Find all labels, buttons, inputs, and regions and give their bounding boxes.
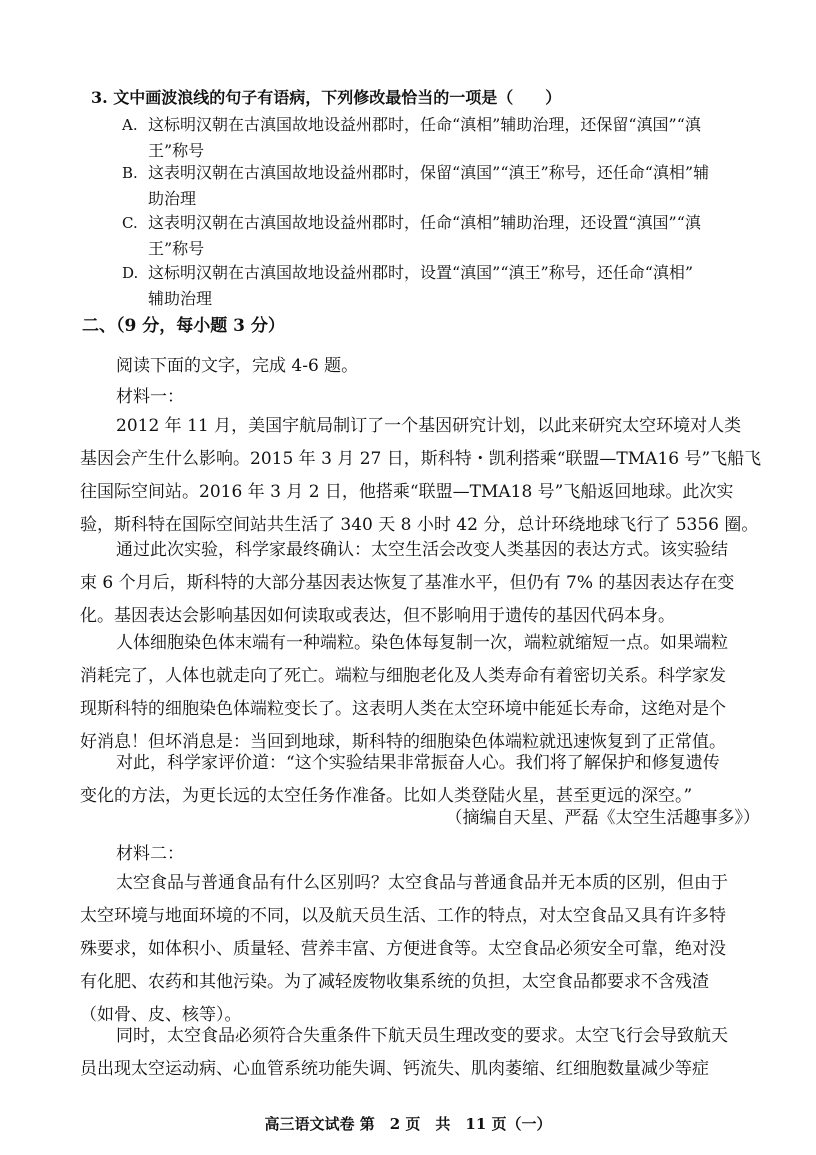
option-text-line: 助治理: [148, 189, 197, 208]
option-text-line: 这标明汉朝在古滇国故地设益州郡时，任命“滇相”辅助治理，还保留“滇国”“滇: [148, 115, 701, 134]
text-line: 通过此次实验，科学家最终确认：太空生活会改变人类基因的表达方式。该实验结: [116, 540, 728, 560]
source-citation: （摘编自天星、严磊《太空生活趣事多》）: [445, 808, 760, 828]
text-line: 员出现太空运动病、心血管系统功能失调、钙流失、肌肉萎缩、红细胞数量减少等症: [80, 1059, 709, 1079]
option-text-line: 这表明汉朝在古滇国故地设益州郡时，任命“滇相”辅助治理，还设置“滇国”“滇: [148, 213, 701, 232]
paragraph-5: [80, 867, 750, 1032]
text-line: 束 6 个月后，斯科特的大部分基因表达恢复了基准水平，但仍有 7% 的基因表达存在变: [80, 573, 735, 593]
text-line: 基因会产生什么影响。2015 年 3 月 27 日，斯科特・凯利搭乘“联盟—TMA16 号”飞船飞: [80, 449, 762, 469]
paragraph-1: [80, 410, 762, 542]
instruction-line: 阅读下面的文字，完成 4-6 题。: [116, 356, 359, 376]
question-3-stem: 3. 文中画波浪线的句子有语病，下列修改最恰当的一项是（ ）: [91, 88, 562, 107]
option-text-line: 这表明汉朝在古滇国故地设益州郡时，保留“滇国”“滇王”称号，还任命“滇相”辅: [148, 163, 710, 182]
text-line: 人体细胞染色体末端有一种端粒。染色体每复制一次，端粒就缩短一点。如果端粒: [116, 633, 728, 653]
text-line: 往国际空间站。2016 年 3 月 2 日，他搭乘“联盟—TMA18 号”飞船返回地球。此次实: [80, 482, 734, 502]
paragraph-6: [80, 1020, 750, 1086]
text-line: 化。基因表达会影响基因如何读取或表达，但不影响用于遗传的基因代码本身。: [80, 606, 675, 626]
option-text-line: 王”称号: [148, 239, 205, 258]
text-line: （如骨、皮、核等）。: [80, 1005, 242, 1025]
option-text-line: 辅助治理: [148, 289, 213, 308]
option-d: [122, 260, 788, 312]
text-line: 消耗完了，人体也就走向了死亡。端粒与细胞老化及人类寿命有着密切关系。科学家发: [80, 666, 726, 686]
text-line: 现斯科特的细胞染色体端粒变长了。这表明人类在太空环境中能延长寿命，这绝对是个: [80, 699, 726, 719]
text-line: 有化肥、农药和其他污染。为了减轻废物收集系统的负担，太空食品都要求不含残渣: [80, 972, 709, 992]
paragraph-2: [80, 534, 750, 633]
text-line: 变化的方法，为更长远的太空任务作准备。比如人类登陆火星，甚至更远的深空。”: [80, 786, 693, 806]
paragraph-3: [80, 627, 750, 759]
text-line: 同时，太空食品必须符合失重条件下航天员生理改变的要求。太空飞行会导致航天: [116, 1026, 728, 1046]
text-line: 验，斯科特在国际空间站共生活了 340 天 8 小时 42 分，总计环绕地球飞行了 5356 圈。: [80, 515, 759, 535]
section-2-heading: 二、（9 分，每小题 3 分）: [82, 316, 285, 336]
text-line: 2012 年 11 月，美国宇航局制订了一个基因研究计划，以此来研究太空环境对人类: [116, 416, 742, 436]
footer-page-info: 高三语文试卷 第 2 页 共 11 页（一）: [264, 1115, 552, 1133]
text-line: 殊要求，如体积小、质量轻、营养丰富、方便进食等。太空食品必须安全可靠，绝对没: [80, 939, 726, 959]
option-c: [122, 210, 788, 262]
option-letter: C.: [122, 214, 138, 232]
text-line: 好消息！但坏消息是：当回到地球，斯科特的细胞染色体端粒就迅速恢复到了正常值。: [80, 732, 726, 752]
option-letter: D.: [122, 264, 139, 282]
reading-instruction: [80, 350, 750, 383]
option-b: [122, 160, 788, 212]
option-text-line: 这标明汉朝在古滇国故地设益州郡时，设置“滇国”“滇王”称号，还任命“滇相”: [148, 263, 694, 282]
option-letter: A.: [122, 116, 138, 134]
option-letter: B.: [122, 164, 138, 182]
option-a: [122, 112, 788, 164]
label-line: 材料二：: [116, 844, 184, 864]
label-line: 材料一：: [116, 387, 184, 407]
text-line: 太空环境与地面环境的不同，以及航天员生活、工作的特点，对太空食品又具有许多特: [80, 906, 726, 926]
page-footer: [0, 1114, 816, 1134]
text-line: 对此，科学家评价道：“这个实验结果非常振奋人心。我们将了解保护和修复遗传: [116, 753, 720, 773]
text-line: 太空食品与普通食品有什么区别吗？太空食品与普通食品并无本质的区别，但由于: [116, 873, 728, 893]
option-text-line: 王”称号: [148, 141, 205, 160]
